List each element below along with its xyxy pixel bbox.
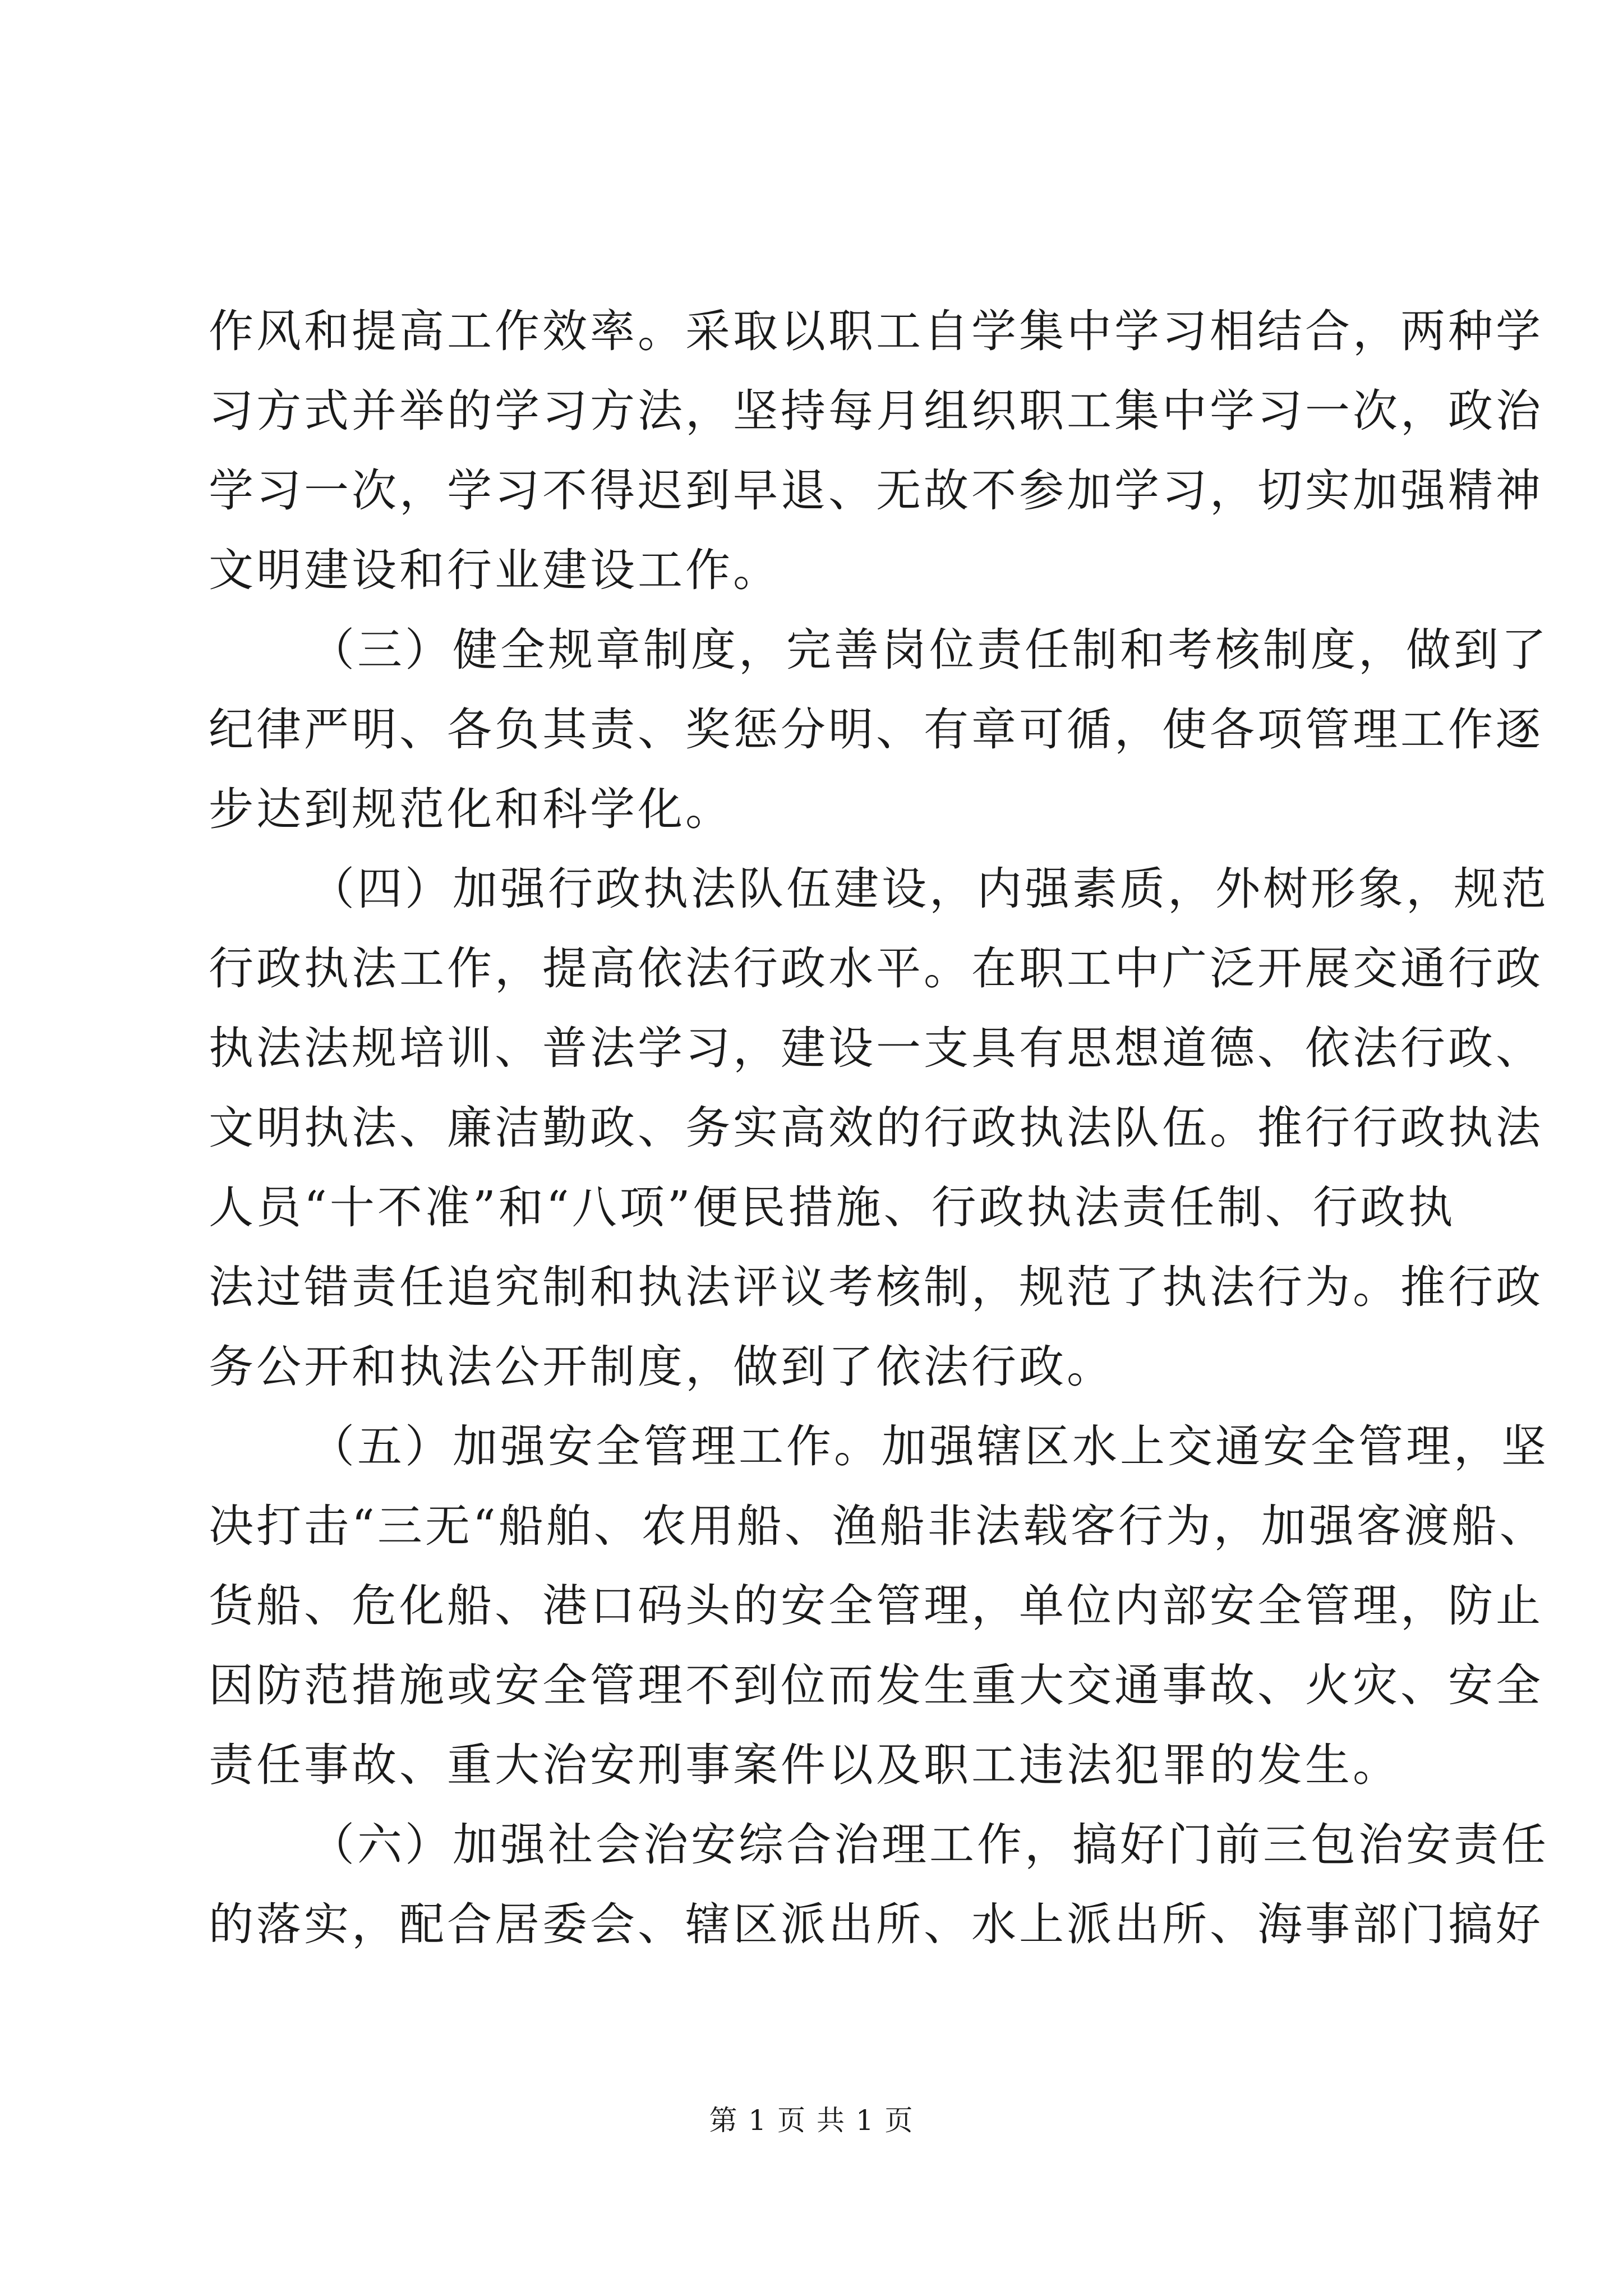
paragraph-line: 决打击“三无“船舶、农用船、渔船非法载客行为，加强客渡船、 — [209, 1500, 1547, 1552]
paragraph-line: 货船、危化船、港口码头的安全管理，单位内部安全管理，防止 — [209, 1580, 1543, 1632]
paragraph-line: 文明建设和行业建设工作。 — [209, 544, 781, 596]
paragraph-line: 的落实，配合居委会、辖区派出所、水上派出所、海事部门搞好 — [209, 1898, 1543, 1950]
paragraph-line: 责任事故、重大治安刑事案件以及职工违法犯罪的发生。 — [209, 1739, 1400, 1791]
paragraph-line: 法过错责任追究制和执法评议考核制，规范了执法行为。推行政 — [209, 1261, 1543, 1313]
paragraph-line: 执法法规培训、普法学习，建设一支具有思想道德、依法行政、 — [209, 1022, 1543, 1074]
paragraph-line: 习方式并举的学习方法，坚持每月组织职工集中学习一次，政治 — [209, 385, 1543, 437]
paragraph-line: 纪律严明、各负其责、奖惩分明、有章可循，使各项管理工作逐 — [209, 703, 1543, 756]
paragraph-line: 学习一次，学习不得迟到早退、无故不参加学习，切实加强精神 — [209, 464, 1543, 517]
paragraph-line: 行政执法工作，提高依法行政水平。在职工中广泛开展交通行政 — [209, 942, 1543, 995]
paragraph-line: 务公开和执法公开制度，做到了依法行政。 — [209, 1341, 1114, 1393]
paragraph-line: （四）加强行政执法队伍建设，内强素质，外树形象，规范 — [310, 863, 1549, 915]
paragraph-line: 因防范措施或安全管理不到位而发生重大交通事故、火灾、安全 — [209, 1659, 1543, 1711]
paragraph-line: 步达到规范化和科学化。 — [209, 783, 733, 835]
paragraph-line: 人员“十不准”和“八项”便民措施、行政执法责任制、行政执 — [209, 1181, 1456, 1234]
paragraph-line: 文明执法、廉洁勤政、务实高效的行政执法队伍。推行行政执法 — [209, 1102, 1543, 1154]
document-body — [209, 292, 1549, 1964]
paragraph-line: （六）加强社会治安综合治理工作，搞好门前三包治安责任 — [310, 1819, 1549, 1871]
page-footer — [0, 2101, 1623, 2140]
page-number-label: 第 1 页 共 1 页 — [709, 2104, 914, 2137]
paragraph-line: （三）健全规章制度，完善岗位责任制和考核制度，做到了 — [310, 624, 1549, 676]
paragraph-line: 作风和提高工作效率。采取以职工自学集中学习相结合，两种学 — [209, 305, 1543, 357]
paragraph-line: （五）加强安全管理工作。加强辖区水上交通安全管理，坚 — [310, 1420, 1549, 1473]
